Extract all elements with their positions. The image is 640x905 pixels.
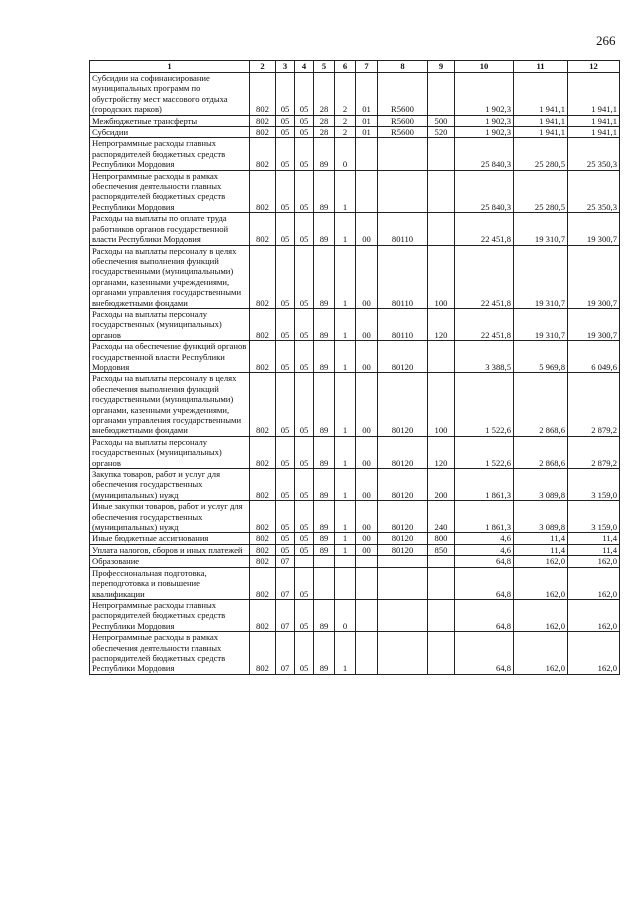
code-cell [356, 556, 378, 567]
row-name-cell: Непрограммные расходы главных распорядителей бюджетных средств Республики Мордовия [90, 599, 250, 631]
code-cell: 89 [314, 599, 335, 631]
code-cell: 80120 [378, 533, 428, 544]
amount-cell: 19 300,7 [568, 308, 620, 340]
amount-cell: 19 310,7 [514, 308, 568, 340]
amount-cell: 1 902,3 [455, 127, 514, 138]
code-cell: 1 [335, 170, 356, 213]
amount-cell: 19 300,7 [568, 245, 620, 308]
code-cell: 2 [335, 127, 356, 138]
code-cell: 01 [356, 115, 378, 126]
code-cell: 05 [295, 245, 314, 308]
code-cell: 05 [295, 213, 314, 245]
amount-cell: 162,0 [514, 556, 568, 567]
row-name-cell: Иные бюджетные ассигнования [90, 533, 250, 544]
amount-cell: 1 522,6 [455, 436, 514, 468]
code-cell [356, 567, 378, 599]
column-header: 3 [276, 61, 295, 73]
code-cell: 05 [295, 599, 314, 631]
code-cell: 05 [295, 469, 314, 501]
code-cell: R5600 [378, 73, 428, 116]
row-name-cell: Расходы на выплаты по оплате труда работников органов государственной власти Республики Мордовия [90, 213, 250, 245]
code-cell: 05 [295, 632, 314, 675]
code-cell: 05 [295, 341, 314, 373]
code-cell [428, 632, 455, 675]
code-cell: 89 [314, 533, 335, 544]
row-name-cell: Расходы на выплаты персоналу в целях обеспечения выполнения функций государственными (муниципальными) органами, казенными учреждениями, органами управления государственными внебюджетными фондами [90, 245, 250, 308]
amount-cell: 1 902,3 [455, 73, 514, 116]
code-cell: 100 [428, 245, 455, 308]
row-name-cell: Расходы на обеспечение функций органов государственной власти Республики Мордовия [90, 341, 250, 373]
amount-cell: 1 941,1 [514, 127, 568, 138]
table-row [90, 501, 620, 533]
code-cell [428, 138, 455, 170]
amount-cell: 25 280,5 [514, 138, 568, 170]
code-cell [378, 556, 428, 567]
code-cell: 28 [314, 115, 335, 126]
amount-cell: 6 049,6 [568, 341, 620, 373]
code-cell: 00 [356, 501, 378, 533]
code-cell: 05 [295, 127, 314, 138]
row-name-cell: Непрограммные расходы в рамках обеспечения деятельности главных распорядителей бюджетных средств Республики Мордовия [90, 170, 250, 213]
amount-cell: 1 941,1 [514, 73, 568, 116]
code-cell: 05 [276, 115, 295, 126]
row-name-cell: Закупка товаров, работ и услуг для обеспечения государственных (муниципальных) нужд [90, 469, 250, 501]
amount-cell: 11,4 [568, 544, 620, 555]
code-cell [295, 556, 314, 567]
amount-cell: 19 310,7 [514, 213, 568, 245]
code-cell: 05 [295, 436, 314, 468]
code-cell: 802 [250, 599, 276, 631]
table-row [90, 341, 620, 373]
code-cell [356, 138, 378, 170]
code-cell: 89 [314, 170, 335, 213]
code-cell: 1 [335, 213, 356, 245]
code-cell: 05 [276, 373, 295, 436]
row-name-cell: Расходы на выплаты персоналу в целях обеспечения выполнения функций государственными (муниципальными) органами, казенными учреждениями, органами управления государственными внебюджетными фондами [90, 373, 250, 436]
code-cell: 07 [276, 599, 295, 631]
code-cell: 07 [276, 632, 295, 675]
code-cell [356, 599, 378, 631]
code-cell: 05 [295, 533, 314, 544]
amount-cell: 64,8 [455, 632, 514, 675]
amount-cell: 64,8 [455, 556, 514, 567]
amount-cell: 25 350,3 [568, 138, 620, 170]
code-cell: R5600 [378, 115, 428, 126]
row-name-cell: Профессиональная подготовка, переподготовка и повышение квалификации [90, 567, 250, 599]
amount-cell: 1 941,1 [514, 115, 568, 126]
amount-cell: 1 941,1 [568, 115, 620, 126]
column-header: 10 [455, 61, 514, 73]
code-cell: 1 [335, 501, 356, 533]
row-name-cell: Расходы на выплаты персоналу государственных (муниципальных) органов [90, 308, 250, 340]
code-cell: 00 [356, 213, 378, 245]
column-header: 12 [568, 61, 620, 73]
code-cell: 89 [314, 544, 335, 555]
code-cell [356, 170, 378, 213]
amount-cell: 25 280,5 [514, 170, 568, 213]
code-cell: 802 [250, 556, 276, 567]
code-cell: 00 [356, 341, 378, 373]
header-row [90, 61, 620, 73]
column-header: 7 [356, 61, 378, 73]
code-cell: 01 [356, 73, 378, 116]
code-cell: 0 [335, 138, 356, 170]
code-cell: 89 [314, 469, 335, 501]
code-cell: 0 [335, 599, 356, 631]
table-row [90, 556, 620, 567]
code-cell: 05 [276, 544, 295, 555]
amount-cell: 22 451,8 [455, 245, 514, 308]
table-row [90, 170, 620, 213]
code-cell: 01 [356, 127, 378, 138]
code-cell: 802 [250, 245, 276, 308]
amount-cell: 1 941,1 [568, 127, 620, 138]
code-cell: 500 [428, 115, 455, 126]
amount-cell: 1 902,3 [455, 115, 514, 126]
code-cell: 100 [428, 373, 455, 436]
code-cell: 89 [314, 501, 335, 533]
code-cell: 1 [335, 341, 356, 373]
code-cell: 1 [335, 632, 356, 675]
amount-cell: 64,8 [455, 567, 514, 599]
code-cell: 05 [295, 73, 314, 116]
amount-cell: 4,6 [455, 544, 514, 555]
code-cell: 05 [276, 533, 295, 544]
code-cell: 05 [295, 115, 314, 126]
code-cell: 89 [314, 308, 335, 340]
table-row [90, 127, 620, 138]
code-cell: 802 [250, 115, 276, 126]
code-cell: 802 [250, 469, 276, 501]
code-cell: 07 [276, 556, 295, 567]
code-cell: 802 [250, 533, 276, 544]
code-cell: 89 [314, 213, 335, 245]
table-row [90, 599, 620, 631]
code-cell: 800 [428, 533, 455, 544]
amount-cell: 25 840,3 [455, 170, 514, 213]
code-cell: 05 [276, 501, 295, 533]
row-name-cell: Расходы на выплаты персоналу государственных (муниципальных) органов [90, 436, 250, 468]
code-cell: 07 [276, 567, 295, 599]
code-cell: 80110 [378, 213, 428, 245]
amount-cell: 3 388,5 [455, 341, 514, 373]
amount-cell: 3 159,0 [568, 469, 620, 501]
column-header: 2 [250, 61, 276, 73]
amount-cell: 162,0 [514, 567, 568, 599]
code-cell: 1 [335, 373, 356, 436]
row-name-cell: Субсидии на софинансирование муниципальных программ по обустройству мест массового отдыха (городских парков) [90, 73, 250, 116]
code-cell: 240 [428, 501, 455, 533]
code-cell: 802 [250, 373, 276, 436]
amount-cell: 11,4 [514, 533, 568, 544]
code-cell: 05 [295, 567, 314, 599]
amount-cell: 162,0 [568, 599, 620, 631]
code-cell: 05 [295, 138, 314, 170]
code-cell: 120 [428, 308, 455, 340]
code-cell: 802 [250, 567, 276, 599]
column-header: 9 [428, 61, 455, 73]
amount-cell: 1 941,1 [568, 73, 620, 116]
row-name-cell: Иные закупки товаров, работ и услуг для обеспечения государственных (муниципальных) нужд [90, 501, 250, 533]
code-cell: 05 [276, 127, 295, 138]
column-header: 1 [90, 61, 250, 73]
code-cell: 802 [250, 127, 276, 138]
amount-cell: 2 879,2 [568, 373, 620, 436]
code-cell: 80120 [378, 436, 428, 468]
column-header: 8 [378, 61, 428, 73]
code-cell [378, 138, 428, 170]
table-row [90, 632, 620, 675]
code-cell: 802 [250, 501, 276, 533]
code-cell [378, 632, 428, 675]
code-cell [428, 567, 455, 599]
amount-cell: 22 451,8 [455, 213, 514, 245]
code-cell [356, 632, 378, 675]
code-cell: 28 [314, 127, 335, 138]
code-cell: 00 [356, 469, 378, 501]
code-cell: 850 [428, 544, 455, 555]
code-cell [314, 556, 335, 567]
code-cell: 802 [250, 544, 276, 555]
table-row [90, 544, 620, 555]
code-cell [428, 213, 455, 245]
code-cell: 05 [276, 341, 295, 373]
table-row [90, 138, 620, 170]
code-cell: 00 [356, 533, 378, 544]
code-cell [428, 170, 455, 213]
code-cell: 2 [335, 115, 356, 126]
code-cell: R5600 [378, 127, 428, 138]
code-cell: 05 [295, 373, 314, 436]
code-cell: 802 [250, 213, 276, 245]
code-cell: 00 [356, 373, 378, 436]
row-name-cell: Межбюджетные трансферты [90, 115, 250, 126]
code-cell: 80120 [378, 501, 428, 533]
amount-cell: 162,0 [568, 567, 620, 599]
code-cell: 802 [250, 632, 276, 675]
code-cell: 80120 [378, 469, 428, 501]
row-name-cell: Непрограммные расходы главных распорядителей бюджетных средств Республики Мордовия [90, 138, 250, 170]
amount-cell: 1 861,3 [455, 501, 514, 533]
row-name-cell: Непрограммные расходы в рамках обеспечения деятельности главных распорядителей бюджетных средств Республики Мордовия [90, 632, 250, 675]
row-name-cell: Уплата налогов, сборов и иных платежей [90, 544, 250, 555]
amount-cell: 25 840,3 [455, 138, 514, 170]
code-cell: 00 [356, 436, 378, 468]
amount-cell: 1 861,3 [455, 469, 514, 501]
amount-cell: 11,4 [514, 544, 568, 555]
amount-cell: 64,8 [455, 599, 514, 631]
amount-cell: 162,0 [514, 599, 568, 631]
code-cell: 802 [250, 308, 276, 340]
amount-cell: 2 868,6 [514, 373, 568, 436]
code-cell [378, 567, 428, 599]
page-number: 266 [596, 33, 616, 48]
table-row [90, 469, 620, 501]
code-cell: 05 [276, 138, 295, 170]
code-cell [428, 341, 455, 373]
code-cell: 80120 [378, 373, 428, 436]
amount-cell: 5 969,8 [514, 341, 568, 373]
code-cell: 05 [295, 308, 314, 340]
row-name-cell: Субсидии [90, 127, 250, 138]
code-cell: 802 [250, 436, 276, 468]
table-row [90, 436, 620, 468]
code-cell: 05 [276, 308, 295, 340]
code-cell: 05 [276, 213, 295, 245]
amount-cell: 11,4 [568, 533, 620, 544]
amount-cell: 25 350,3 [568, 170, 620, 213]
code-cell [335, 567, 356, 599]
code-cell [428, 556, 455, 567]
amount-cell: 1 522,6 [455, 373, 514, 436]
code-cell: 802 [250, 341, 276, 373]
column-header: 5 [314, 61, 335, 73]
code-cell: 200 [428, 469, 455, 501]
amount-cell: 162,0 [514, 632, 568, 675]
amount-cell: 22 451,8 [455, 308, 514, 340]
code-cell: 89 [314, 138, 335, 170]
table-row [90, 73, 620, 116]
column-header: 4 [295, 61, 314, 73]
amount-cell: 2 868,6 [514, 436, 568, 468]
code-cell: 05 [276, 170, 295, 213]
code-cell: 89 [314, 632, 335, 675]
amount-cell: 162,0 [568, 632, 620, 675]
budget-table [89, 60, 620, 675]
code-cell: 1 [335, 308, 356, 340]
code-cell: 00 [356, 544, 378, 555]
table-row [90, 567, 620, 599]
code-cell: 00 [356, 308, 378, 340]
code-cell: 00 [356, 245, 378, 308]
code-cell: 802 [250, 138, 276, 170]
table-row [90, 373, 620, 436]
code-cell: 05 [295, 501, 314, 533]
code-cell: 520 [428, 127, 455, 138]
table-body [90, 73, 620, 675]
column-header: 11 [514, 61, 568, 73]
code-cell: 1 [335, 533, 356, 544]
amount-cell: 19 310,7 [514, 245, 568, 308]
amount-cell: 2 879,2 [568, 436, 620, 468]
code-cell [428, 73, 455, 116]
code-cell: 1 [335, 469, 356, 501]
code-cell [314, 567, 335, 599]
code-cell: 80110 [378, 245, 428, 308]
table-row [90, 308, 620, 340]
code-cell: 1 [335, 245, 356, 308]
code-cell: 1 [335, 436, 356, 468]
code-cell: 05 [276, 73, 295, 116]
code-cell: 05 [276, 469, 295, 501]
amount-cell: 4,6 [455, 533, 514, 544]
table-row [90, 213, 620, 245]
amount-cell: 3 089,8 [514, 469, 568, 501]
code-cell: 802 [250, 73, 276, 116]
code-cell: 05 [295, 170, 314, 213]
column-header: 6 [335, 61, 356, 73]
amount-cell: 162,0 [568, 556, 620, 567]
code-cell: 120 [428, 436, 455, 468]
amount-cell: 3 159,0 [568, 501, 620, 533]
code-cell: 2 [335, 73, 356, 116]
amount-cell: 3 089,8 [514, 501, 568, 533]
code-cell: 05 [276, 245, 295, 308]
code-cell: 89 [314, 245, 335, 308]
row-name-cell: Образование [90, 556, 250, 567]
code-cell: 1 [335, 544, 356, 555]
code-cell [378, 170, 428, 213]
code-cell: 802 [250, 170, 276, 213]
code-cell: 05 [295, 544, 314, 555]
code-cell: 89 [314, 373, 335, 436]
table-row [90, 115, 620, 126]
code-cell: 80120 [378, 341, 428, 373]
code-cell: 28 [314, 73, 335, 116]
code-cell: 80120 [378, 544, 428, 555]
code-cell [428, 599, 455, 631]
table-row [90, 245, 620, 308]
amount-cell: 19 300,7 [568, 213, 620, 245]
code-cell: 80110 [378, 308, 428, 340]
code-cell [378, 599, 428, 631]
table-row [90, 533, 620, 544]
code-cell: 05 [276, 436, 295, 468]
code-cell: 89 [314, 436, 335, 468]
code-cell [335, 556, 356, 567]
code-cell: 89 [314, 341, 335, 373]
